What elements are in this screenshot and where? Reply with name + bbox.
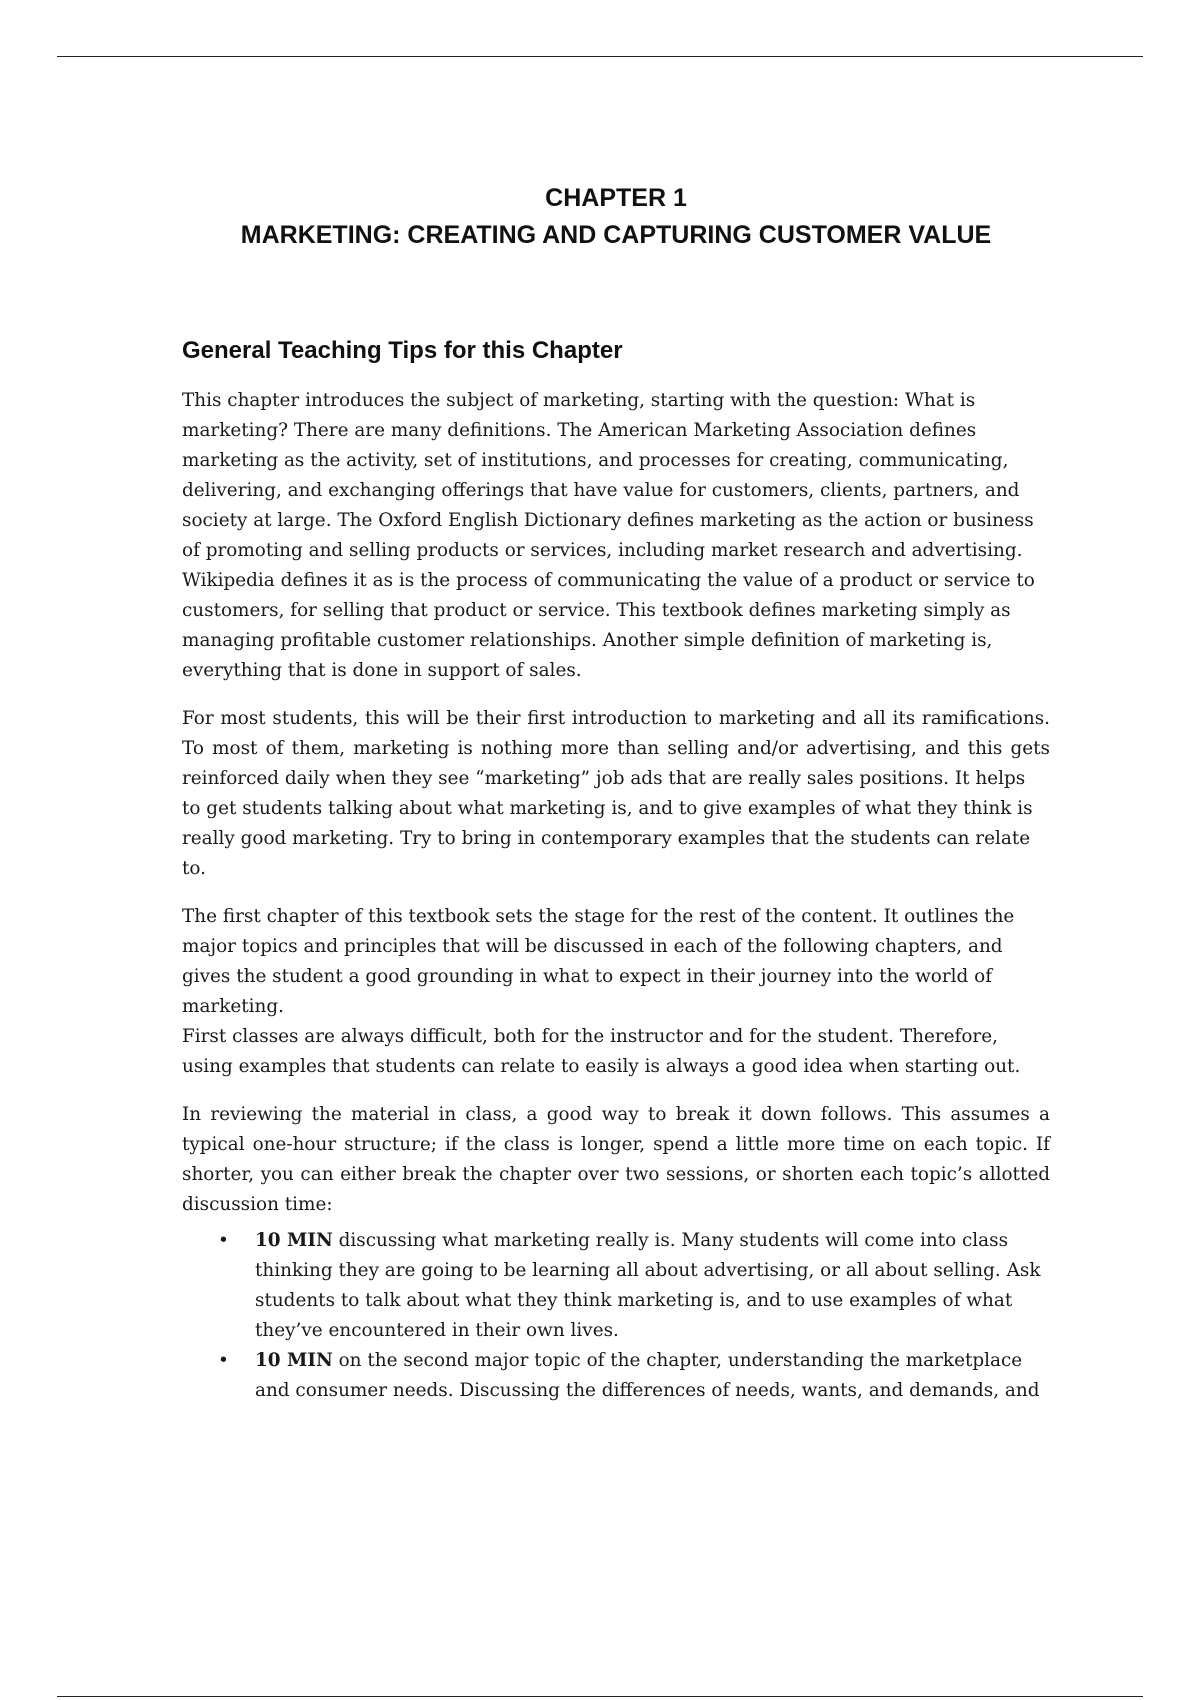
topic-time-list xyxy=(182,1226,1050,1406)
bullet-icon: • xyxy=(218,1230,229,1251)
list-item xyxy=(182,1346,1050,1406)
bottom-rule xyxy=(57,1696,1143,1697)
first-chapter-paragraph: The first chapter of this textbook sets the stage for the rest of the content. It outlines the major topics and principles that will be discussed in each of the following chapters, and gives the student a good grounding in what to expect in their journey into the world of marketing. xyxy=(182,906,1015,1017)
chapter-number: CHAPTER 1 xyxy=(545,184,687,212)
intro-paragraph: This chapter introduces the subject of marketing, starting with the question: What is marketing? There are many definitions. The American Marketing Association defines marketing as the activity, set of institutions, and processes for creating, communicating, delivering, and exchanging offerings that have value for customers, clients, partners, and society at large. The Oxford English Dictionary defines marketing as the action or business of promoting and selling products or services, including market research and advertising. Wikipedia defines it as is the process of communicating the value of a product or service to customers, for selling that product or service. This textbook defines marketing simply as managing profitable customer relationships. Another simple definition of marketing is, everything that is done in support of sales. xyxy=(182,390,1035,681)
students-paragraph-part2: to get students talking about what marketing is, and to give examples of what they think is really good marketing. Try to bring in contemporary examples that the students can relate to. xyxy=(182,798,1033,879)
list-item-text: on the second major topic of the chapter, understanding the marketplace and consumer needs. Discussing the differences of needs, wants, and demands, and xyxy=(255,1350,1040,1401)
first-classes-paragraph: First classes are always difficult, both for the instructor and for the student. Therefore, using examples that students can relate to easily is always a good idea when starting out. xyxy=(182,1026,1021,1077)
document-page xyxy=(182,180,1050,1406)
list-item-text: discussing what marketing really is. Many students will come into class thinking they are going to be learning all about advertising, or all about selling. Ask students to talk about what they think marketing is, and to use examples of what they’ve encountered in their own lives. xyxy=(255,1230,1041,1341)
chapter-heading xyxy=(182,180,1050,254)
time-label: 10 MIN xyxy=(255,1350,333,1371)
top-rule xyxy=(57,56,1143,57)
time-label: 10 MIN xyxy=(255,1230,333,1251)
list-item xyxy=(182,1226,1050,1346)
students-paragraph-part1: For most students, this will be their first introduction to marketing and all its ramifications. To most of them, marketing is nothing more than selling and/or advertising, and this gets reinforced daily when they see “marketing” job ads that are really sales positions. It helps xyxy=(182,708,1050,789)
reviewing-paragraph: In reviewing the material in class, a good way to break it down follows. This assumes a typical one-hour structure; if the class is longer, spend a little more time on each topic. If shorter, you can either break the chapter over two sessions, or shorten each topic’s allotted discussion time: xyxy=(182,1104,1050,1215)
section-heading: General Teaching Tips for this Chapter xyxy=(182,337,623,364)
chapter-title: MARKETING: CREATING AND CAPTURING CUSTOMER VALUE xyxy=(240,221,992,249)
bullet-icon: • xyxy=(218,1350,229,1371)
